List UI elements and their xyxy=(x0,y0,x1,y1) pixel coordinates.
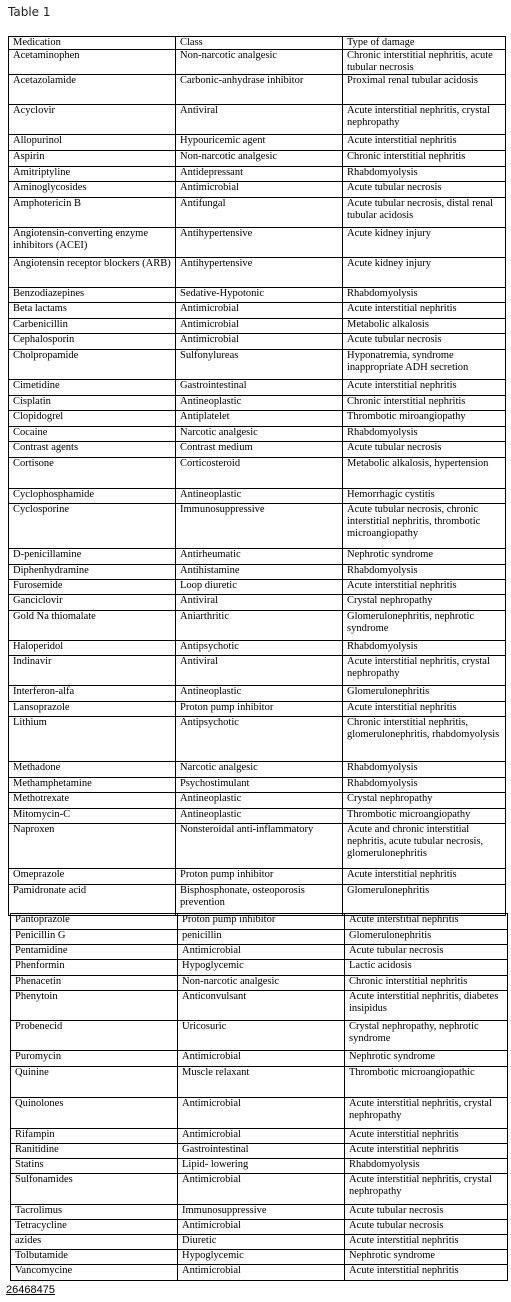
cell-medication: Angiotensin receptor blockers (ARB) xyxy=(9,258,176,288)
cell-type-of-damage: Thrombotic microangiopathic xyxy=(345,1067,508,1098)
cell-class: Bisphosphonate, osteoporosis prevention xyxy=(176,885,343,916)
table-row xyxy=(11,1098,508,1129)
table-row xyxy=(11,914,508,930)
cell-type-of-damage: Chronic interstitial nephritis xyxy=(343,396,506,411)
cell-medication: Naproxen xyxy=(9,824,176,869)
cell-medication: Tacrolimus xyxy=(11,1205,178,1220)
cell-type-of-damage: Acute tubular necrosis xyxy=(345,1205,508,1220)
cell-type-of-damage: Acute tubular necrosis xyxy=(345,945,508,960)
cell-medication: Rifampin xyxy=(11,1129,178,1144)
cell-medication: Penicillin G xyxy=(11,930,178,945)
cell-type-of-damage: Glomerulonephritis xyxy=(343,686,506,702)
cell-class: Muscle relaxant xyxy=(178,1067,345,1098)
cell-medication: Beta lactams xyxy=(9,303,176,319)
table-row xyxy=(11,1174,508,1205)
table-row xyxy=(9,319,506,334)
cell-type-of-damage: Chronic interstitial nephritis xyxy=(343,151,506,167)
table-row xyxy=(9,869,506,885)
medication-table-part-2 xyxy=(10,913,508,1281)
cell-class: Antihypertensive xyxy=(176,228,343,258)
cell-medication: Amitriptyline xyxy=(9,167,176,182)
medication-table-part-1 xyxy=(8,36,506,916)
cell-type-of-damage: Acute tubular necrosis xyxy=(343,182,506,198)
table-row xyxy=(9,396,506,411)
cell-type-of-damage: Acute kidney injury xyxy=(343,258,506,288)
cell-class: Antineoplastic xyxy=(176,686,343,702)
cell-class: Narcotic analgesic xyxy=(176,762,343,778)
cell-type-of-damage: Proximal renal tubular acidosis xyxy=(343,75,506,105)
cell-class: Antiviral xyxy=(176,656,343,686)
cell-type-of-damage: Acute interstitial nephritis, crystal nephropathy xyxy=(343,105,506,135)
cell-type-of-damage: Rhabdomyolysis xyxy=(343,167,506,182)
cell-medication: Acetazolamide xyxy=(9,75,176,105)
cell-type-of-damage: Rhabdomyolysis xyxy=(343,641,506,656)
cell-class: Nonsteroidal anti-inflammatory xyxy=(176,824,343,869)
table-row xyxy=(9,641,506,656)
table-row xyxy=(9,580,506,595)
cell-class: Antiplatelet xyxy=(176,411,343,427)
cell-medication: Aminoglycosides xyxy=(9,182,176,198)
cell-class: Sulfonylureas xyxy=(176,350,343,380)
table-row xyxy=(11,1235,508,1250)
cell-medication: Amphotericin B xyxy=(9,198,176,228)
table-header-row xyxy=(9,37,506,50)
cell-medication: Gold Na thiomalate xyxy=(9,611,176,641)
cell-type-of-damage: Acute tubular necrosis, chronic interstitial nephritis, thrombotic microangiopathy xyxy=(343,504,506,549)
table-row xyxy=(11,1159,508,1174)
cell-type-of-damage: Acute interstitial nephritis xyxy=(343,580,506,595)
cell-medication: Acetaminophen xyxy=(9,50,176,75)
cell-type-of-damage: Hyponatremia, syndrome inappropriate ADH secretion xyxy=(343,350,506,380)
table-row xyxy=(9,334,506,350)
table-row xyxy=(11,945,508,960)
table-row xyxy=(9,458,506,489)
cell-type-of-damage: Rhabdomyolysis xyxy=(343,288,506,303)
table-row xyxy=(11,1144,508,1159)
cell-class: Contrast medium xyxy=(176,442,343,458)
table-row xyxy=(9,198,506,228)
cell-medication: Probenecid xyxy=(11,1021,178,1051)
cell-type-of-damage: Acute interstitial nephritis, diabetes insipidus xyxy=(345,991,508,1021)
cell-medication: Cyclosporine xyxy=(9,504,176,549)
cell-type-of-damage: Nephrotic syndrome xyxy=(345,1250,508,1265)
cell-type-of-damage: Glomerulonephritis, nephrotic syndrome xyxy=(343,611,506,641)
table-row xyxy=(11,1265,508,1281)
table-row xyxy=(9,105,506,135)
cell-medication: Diphenhydramine xyxy=(9,565,176,580)
cell-class: Proton pump inhibitor xyxy=(178,914,345,930)
cell-class: Antifungal xyxy=(176,198,343,228)
table-row xyxy=(9,595,506,611)
cell-medication: Tolbutamide xyxy=(11,1250,178,1265)
cell-class: Narcotic analgesic xyxy=(176,427,343,442)
cell-class: penicillin xyxy=(178,930,345,945)
cell-medication: Haloperidol xyxy=(9,641,176,656)
cell-class: Antimicrobial xyxy=(178,1098,345,1129)
table-row xyxy=(11,1129,508,1144)
table-row xyxy=(9,793,506,809)
table-row xyxy=(9,50,506,75)
cell-type-of-damage: Glomerulonephritis xyxy=(343,885,506,916)
cell-medication: Acyclovir xyxy=(9,105,176,135)
table-row xyxy=(9,885,506,916)
cell-class: Corticosteroid xyxy=(176,458,343,489)
table-row xyxy=(9,288,506,303)
cell-class: Antiviral xyxy=(176,105,343,135)
cell-class: Antineoplastic xyxy=(176,489,343,504)
cell-class: Antihistamine xyxy=(176,565,343,580)
cell-type-of-damage: Acute and chronic interstitial nephritis, acute tubular necrosis, glomerulonephritis xyxy=(343,824,506,869)
table-row xyxy=(9,809,506,824)
table-row xyxy=(9,442,506,458)
cell-medication: Cephalosporin xyxy=(9,334,176,350)
cell-class: Antimicrobial xyxy=(176,319,343,334)
table-row xyxy=(11,976,508,991)
cell-class: Antirheumatic xyxy=(176,549,343,565)
cell-class: Non-narcotic analgesic xyxy=(178,976,345,991)
table-row xyxy=(11,1250,508,1265)
table-row xyxy=(9,824,506,869)
table-row xyxy=(9,258,506,288)
cell-type-of-damage: Acute interstitial nephritis xyxy=(345,1144,508,1159)
cell-class: Antimicrobial xyxy=(176,334,343,350)
cell-medication: Vancomycine xyxy=(11,1265,178,1281)
table-row xyxy=(9,167,506,182)
cell-class: Proton pump inhibitor xyxy=(176,869,343,885)
cell-medication: Mitomycin-C xyxy=(9,809,176,824)
cell-type-of-damage: Hemorrhagic cystitis xyxy=(343,489,506,504)
cell-class: Gastrointestinal xyxy=(178,1144,345,1159)
table-row xyxy=(9,656,506,686)
cell-class: Antimicrobial xyxy=(178,1174,345,1205)
cell-type-of-damage: Rhabdomyolysis xyxy=(343,565,506,580)
cell-medication: Carbenicillin xyxy=(9,319,176,334)
cell-type-of-damage: Rhabdomyolysis xyxy=(345,1159,508,1174)
cell-medication: Quinine xyxy=(11,1067,178,1098)
cell-class: Carbonic-anhydrase inhibitor xyxy=(176,75,343,105)
table-row xyxy=(9,702,506,717)
cell-type-of-damage: Acute tubular necrosis xyxy=(343,334,506,350)
cell-class: Non-narcotic analgesic xyxy=(176,50,343,75)
cell-type-of-damage: Chronic interstitial nephritis xyxy=(345,976,508,991)
cell-class: Antihypertensive xyxy=(176,258,343,288)
header-type-of-damage: Type of damage xyxy=(343,37,506,50)
cell-medication: Pantoprazole xyxy=(11,914,178,930)
cell-type-of-damage: Acute interstitial nephritis xyxy=(345,1235,508,1250)
cell-medication: Phenformin xyxy=(11,960,178,976)
cell-medication: Phenytoin xyxy=(11,991,178,1021)
cell-medication: Benzodiazepines xyxy=(9,288,176,303)
cell-type-of-damage: Thrombotic microangiopathy xyxy=(343,809,506,824)
cell-medication: Allopurinol xyxy=(9,135,176,151)
cell-class: Antimicrobial xyxy=(178,945,345,960)
cell-medication: Clopidogrel xyxy=(9,411,176,427)
cell-type-of-damage: Nephrotic syndrome xyxy=(343,549,506,565)
table-row xyxy=(11,1205,508,1220)
cell-medication: azides xyxy=(11,1235,178,1250)
cell-type-of-damage: Acute interstitial nephritis xyxy=(343,135,506,151)
cell-class: Immunosuppressive xyxy=(176,504,343,549)
table-row xyxy=(9,427,506,442)
cell-class: Antimicrobial xyxy=(178,1051,345,1067)
table-row xyxy=(9,303,506,319)
cell-type-of-damage: Rhabdomyolysis xyxy=(343,762,506,778)
table-row xyxy=(9,489,506,504)
cell-type-of-damage: Metabolic alkalosis, hypertension xyxy=(343,458,506,489)
table-row xyxy=(9,380,506,396)
cell-medication: Phenacetin xyxy=(11,976,178,991)
cell-class: Uricosuric xyxy=(178,1021,345,1051)
cell-type-of-damage: Acute interstitial nephritis xyxy=(343,380,506,396)
table-row xyxy=(9,717,506,762)
table-row xyxy=(9,762,506,778)
cell-type-of-damage: Acute interstitial nephritis xyxy=(345,914,508,930)
cell-medication: D-penicillamine xyxy=(9,549,176,565)
cell-medication: Cyclophosphamide xyxy=(9,489,176,504)
table-row xyxy=(9,611,506,641)
cell-type-of-damage: Acute tubular necrosis, distal renal tubular acidosis xyxy=(343,198,506,228)
cell-medication: Methamphetamine xyxy=(9,778,176,793)
cell-medication: Pentamidine xyxy=(11,945,178,960)
cell-type-of-damage: Thrombotic miroangiopathy xyxy=(343,411,506,427)
table-row xyxy=(9,549,506,565)
cell-class: Antipsychotic xyxy=(176,641,343,656)
cell-medication: Contrast agents xyxy=(9,442,176,458)
cell-medication: Angiotensin-converting enzyme inhibitors (ACEI) xyxy=(9,228,176,258)
cell-class: Hypoglycemic xyxy=(178,1250,345,1265)
table-row xyxy=(9,75,506,105)
cell-medication: Furosemide xyxy=(9,580,176,595)
table-row xyxy=(11,1220,508,1235)
cell-class: Sedative-Hypotonic xyxy=(176,288,343,303)
cell-type-of-damage: Acute interstitial nephritis xyxy=(345,1265,508,1281)
cell-medication: Methotrexate xyxy=(9,793,176,809)
table-caption: Table 1 xyxy=(8,5,51,19)
cell-medication: Pamidronate acid xyxy=(9,885,176,916)
cell-type-of-damage: Acute interstitial nephritis, crystal nephropathy xyxy=(345,1098,508,1129)
table-row xyxy=(9,182,506,198)
cell-type-of-damage: Acute interstitial nephritis xyxy=(343,702,506,717)
table-row xyxy=(9,504,506,549)
footer-id-link[interactable]: 26468475 xyxy=(6,1284,55,1296)
cell-medication: Cisplatin xyxy=(9,396,176,411)
table-row xyxy=(11,1021,508,1051)
cell-type-of-damage: Rhabdomyolysis xyxy=(343,427,506,442)
cell-type-of-damage: Acute tubular necrosis xyxy=(345,1220,508,1235)
cell-medication: Tetracycline xyxy=(11,1220,178,1235)
cell-class: Antiviral xyxy=(176,595,343,611)
cell-type-of-damage: Acute kidney injury xyxy=(343,228,506,258)
cell-type-of-damage: Crystal nephropathy xyxy=(343,595,506,611)
cell-class: Loop diuretic xyxy=(176,580,343,595)
cell-class: Antimicrobial xyxy=(176,182,343,198)
cell-medication: Aspirin xyxy=(9,151,176,167)
table-row xyxy=(9,135,506,151)
cell-medication: Lansoprazole xyxy=(9,702,176,717)
cell-class: Antineoplastic xyxy=(176,396,343,411)
cell-class: Psychostimulant xyxy=(176,778,343,793)
cell-medication: Ganciclovir xyxy=(9,595,176,611)
cell-class: Proton pump inhibitor xyxy=(176,702,343,717)
cell-type-of-damage: Chronic interstitial nephritis, glomerulonephritis, rhabdomyolysis xyxy=(343,717,506,762)
cell-class: Immunosuppressive xyxy=(178,1205,345,1220)
table-row xyxy=(9,350,506,380)
cell-type-of-damage: Acute tubular necrosis xyxy=(343,442,506,458)
table-row xyxy=(11,930,508,945)
cell-class: Antineoplastic xyxy=(176,809,343,824)
cell-type-of-damage: Metabolic alkalosis xyxy=(343,319,506,334)
cell-class: Antimicrobial xyxy=(178,1265,345,1281)
cell-medication: Sulfonamides xyxy=(11,1174,178,1205)
cell-class: Diuretic xyxy=(178,1235,345,1250)
cell-class: Hypoglycemic xyxy=(178,960,345,976)
cell-type-of-damage: Acute interstitial nephritis, crystal nephropathy xyxy=(345,1174,508,1205)
table-row xyxy=(9,411,506,427)
cell-type-of-damage: Chronic interstitial nephritis, acute tubular necrosis xyxy=(343,50,506,75)
table-row xyxy=(11,960,508,976)
table-row xyxy=(11,1051,508,1067)
cell-medication: Cortisone xyxy=(9,458,176,489)
cell-type-of-damage: Acute interstitial nephritis xyxy=(343,303,506,319)
table-row xyxy=(9,228,506,258)
cell-medication: Statins xyxy=(11,1159,178,1174)
cell-class: Anticonvulsant xyxy=(178,991,345,1021)
cell-type-of-damage: Acute interstitial nephritis, crystal nephropathy xyxy=(343,656,506,686)
cell-medication: Quinolones xyxy=(11,1098,178,1129)
cell-medication: Omeprazole xyxy=(9,869,176,885)
cell-class: Antidepressant xyxy=(176,167,343,182)
cell-class: Antimicrobial xyxy=(178,1220,345,1235)
cell-medication: Ranitidine xyxy=(11,1144,178,1159)
cell-type-of-damage: Acute interstitial nephritis xyxy=(343,869,506,885)
header-class: Class xyxy=(176,37,343,50)
cell-medication: Cocaine xyxy=(9,427,176,442)
cell-type-of-damage: Nephrotic syndrome xyxy=(345,1051,508,1067)
cell-medication: Interferon-alfa xyxy=(9,686,176,702)
table-row xyxy=(9,151,506,167)
cell-type-of-damage: Glomerulonephritis xyxy=(345,930,508,945)
cell-class: Antimicrobial xyxy=(178,1129,345,1144)
table-row xyxy=(9,778,506,793)
cell-class: Hypouricemic agent xyxy=(176,135,343,151)
cell-type-of-damage: Lactic acidosis xyxy=(345,960,508,976)
cell-medication: Cholpropamide xyxy=(9,350,176,380)
header-medication: Medication xyxy=(9,37,176,50)
table-row xyxy=(9,565,506,580)
cell-type-of-damage: Acute interstitial nephritis xyxy=(345,1129,508,1144)
cell-class: Antipsychotic xyxy=(176,717,343,762)
cell-class: Antimicrobial xyxy=(176,303,343,319)
cell-medication: Methadone xyxy=(9,762,176,778)
cell-medication: Puromycin xyxy=(11,1051,178,1067)
table-row xyxy=(9,686,506,702)
cell-type-of-damage: Crystal nephropathy, nephrotic syndrome xyxy=(345,1021,508,1051)
table-row xyxy=(11,1067,508,1098)
cell-class: Aniarthritic xyxy=(176,611,343,641)
cell-class: Non-narcotic analgesic xyxy=(176,151,343,167)
cell-type-of-damage: Crystal nephropathy xyxy=(343,793,506,809)
cell-type-of-damage: Rhabdomyolysis xyxy=(343,778,506,793)
cell-medication: Lithium xyxy=(9,717,176,762)
cell-class: Lipid- lowering xyxy=(178,1159,345,1174)
cell-class: Gastrointestinal xyxy=(176,380,343,396)
cell-medication: Cimetidine xyxy=(9,380,176,396)
cell-class: Antineoplastic xyxy=(176,793,343,809)
cell-medication: Indinavir xyxy=(9,656,176,686)
table-row xyxy=(11,991,508,1021)
